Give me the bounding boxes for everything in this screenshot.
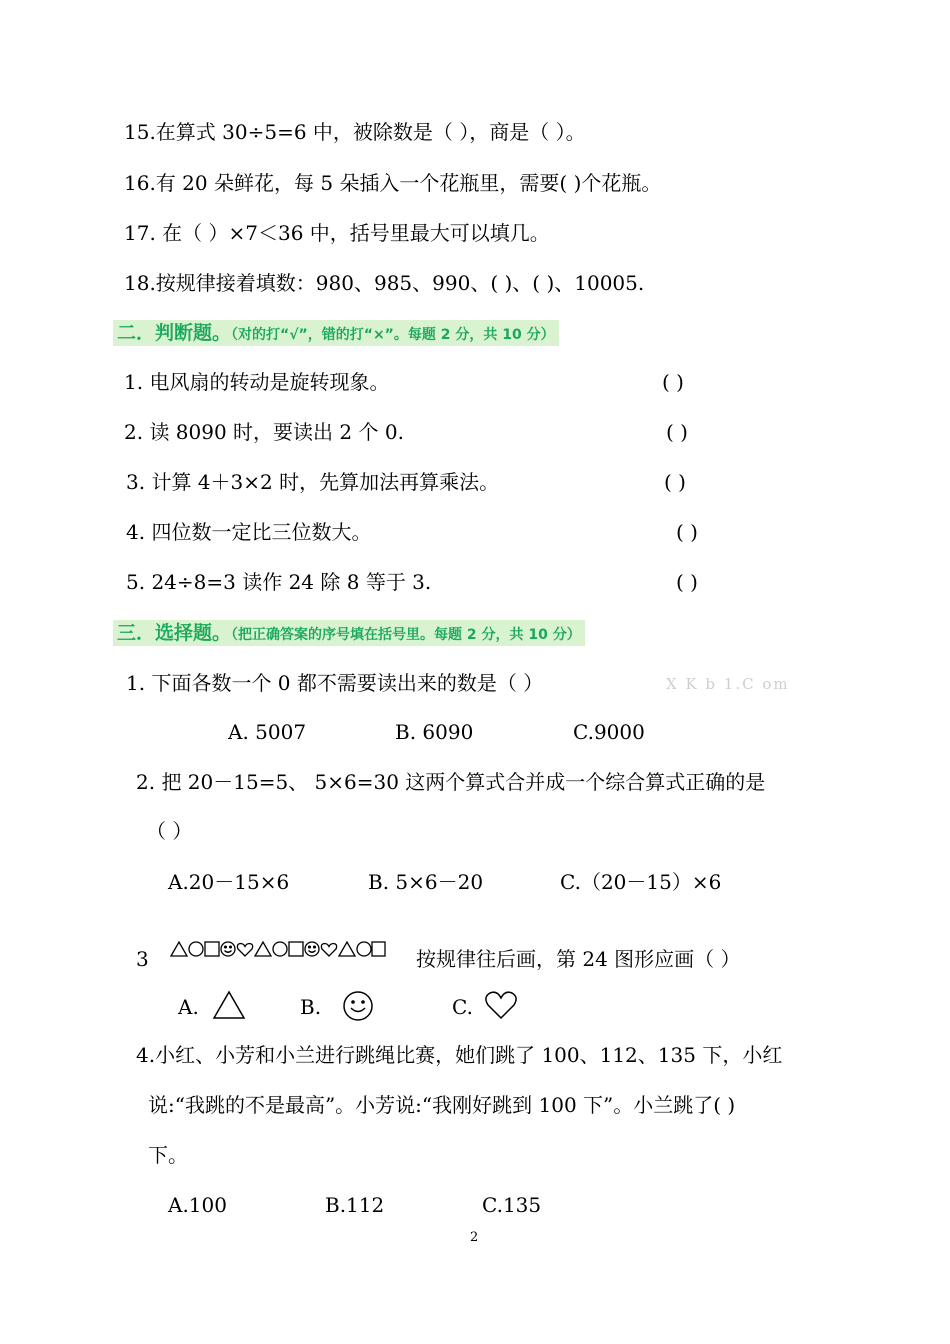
- section-3-note: （把正确答案的序号填在括号里。每题 2 分，共 10 分）: [231, 627, 581, 643]
- question-18: 18.按规律接着填数：980、985、990、( )、( )、10005.: [124, 271, 645, 295]
- choice-q2-option-b: B. 5×6－20: [368, 870, 484, 894]
- tf-paren-4: ( ): [676, 520, 698, 544]
- heart-icon: [321, 944, 336, 957]
- square-icon: [289, 942, 303, 956]
- choice-q3-option-c: C.: [452, 995, 473, 1019]
- page-number: 2: [470, 1230, 479, 1245]
- smiley-icon: [305, 942, 319, 956]
- tf-item-1: 1. 电风扇的转动是旋转现象。: [124, 370, 390, 394]
- tf-paren-1: ( ): [662, 370, 684, 394]
- tf-item-3: 3. 计算 4＋3×2 时，先算加法再算乘法。: [126, 470, 500, 494]
- choice-q4-option-a: A.100: [168, 1193, 227, 1217]
- section-3-header: [113, 620, 585, 646]
- tf-item-5: 5. 24÷8=3 读作 24 除 8 等于 3.: [126, 570, 432, 594]
- heart-icon: [484, 990, 518, 1020]
- triangle-icon: [212, 990, 246, 1020]
- choice-q1: 1. 下面各数一个 0 都不需要读出来的数是（ ）: [126, 671, 544, 695]
- tf-item-2: 2. 读 8090 时，要读出 2 个 0.: [124, 420, 404, 444]
- choice-q3-option-a: A.: [178, 995, 199, 1019]
- smiley-icon: [221, 942, 235, 956]
- circle-icon: [273, 942, 287, 956]
- shape-sequence: [170, 940, 386, 958]
- watermark: X K b 1.C om: [666, 675, 790, 693]
- section-2-title: 二．判断题。: [117, 322, 232, 344]
- section-2-header: [113, 320, 559, 346]
- choice-q3: 按规律往后画，第 24 图形应画（ ）: [416, 947, 741, 971]
- section-2-note: （对的打“√”，错的打“×”。每题 2 分，共 10 分）: [231, 327, 555, 343]
- choice-q2-paren: （ ）: [146, 819, 193, 843]
- choice-q1-option-c: C.9000: [573, 720, 645, 744]
- circle-icon: [357, 942, 371, 956]
- triangle-icon: [339, 942, 355, 956]
- tf-item-4: 4. 四位数一定比三位数大。: [126, 520, 372, 544]
- heart-icon: [237, 944, 252, 957]
- tf-paren-5: ( ): [676, 570, 698, 594]
- choice-q3-option-b: B.: [300, 995, 322, 1019]
- choice-q4-line2: 说:“我跳的不是最高”。小芳说:“我刚好跳到 100 下”。小兰跳了( ): [148, 1093, 736, 1117]
- choice-q4-option-c: C.135: [482, 1193, 542, 1217]
- tf-paren-2: ( ): [666, 420, 688, 444]
- question-17: 17. 在（ ）×7＜36 中，括号里最大可以填几。: [124, 221, 550, 245]
- choice-q2: 2. 把 20－15=5、 5×6=30 这两个算式合并成一个综合算式正确的是: [136, 770, 766, 794]
- choice-q4-option-b: B.112: [325, 1193, 385, 1217]
- section-3-title: 三．选择题。: [117, 622, 232, 644]
- circle-icon: [189, 942, 203, 956]
- square-icon: [205, 942, 219, 956]
- choice-q3-number: 3: [136, 947, 149, 971]
- choice-q2-option-c: C.（20－15）×6: [560, 870, 722, 894]
- choice-q1-option-a: A. 5007: [228, 720, 307, 744]
- question-15: 15.在算式 30÷5=6 中，被除数是（ ），商是（ ）。: [124, 120, 586, 144]
- choice-q4-line3: 下。: [148, 1143, 188, 1167]
- choice-q4-line1: 4.小红、小芳和小兰进行跳绳比赛，她们跳了 100、112、135 下，小红: [136, 1043, 783, 1067]
- smiley-icon: [342, 990, 374, 1022]
- choice-q2-option-a: A.20－15×6: [168, 870, 290, 894]
- choice-q1-option-b: B. 6090: [395, 720, 474, 744]
- tf-paren-3: ( ): [664, 470, 686, 494]
- square-icon: [372, 942, 385, 956]
- triangle-icon: [255, 942, 271, 956]
- triangle-icon: [171, 942, 187, 956]
- question-16: 16.有 20 朵鲜花，每 5 朵插入一个花瓶里，需要( )个花瓶。: [124, 171, 662, 195]
